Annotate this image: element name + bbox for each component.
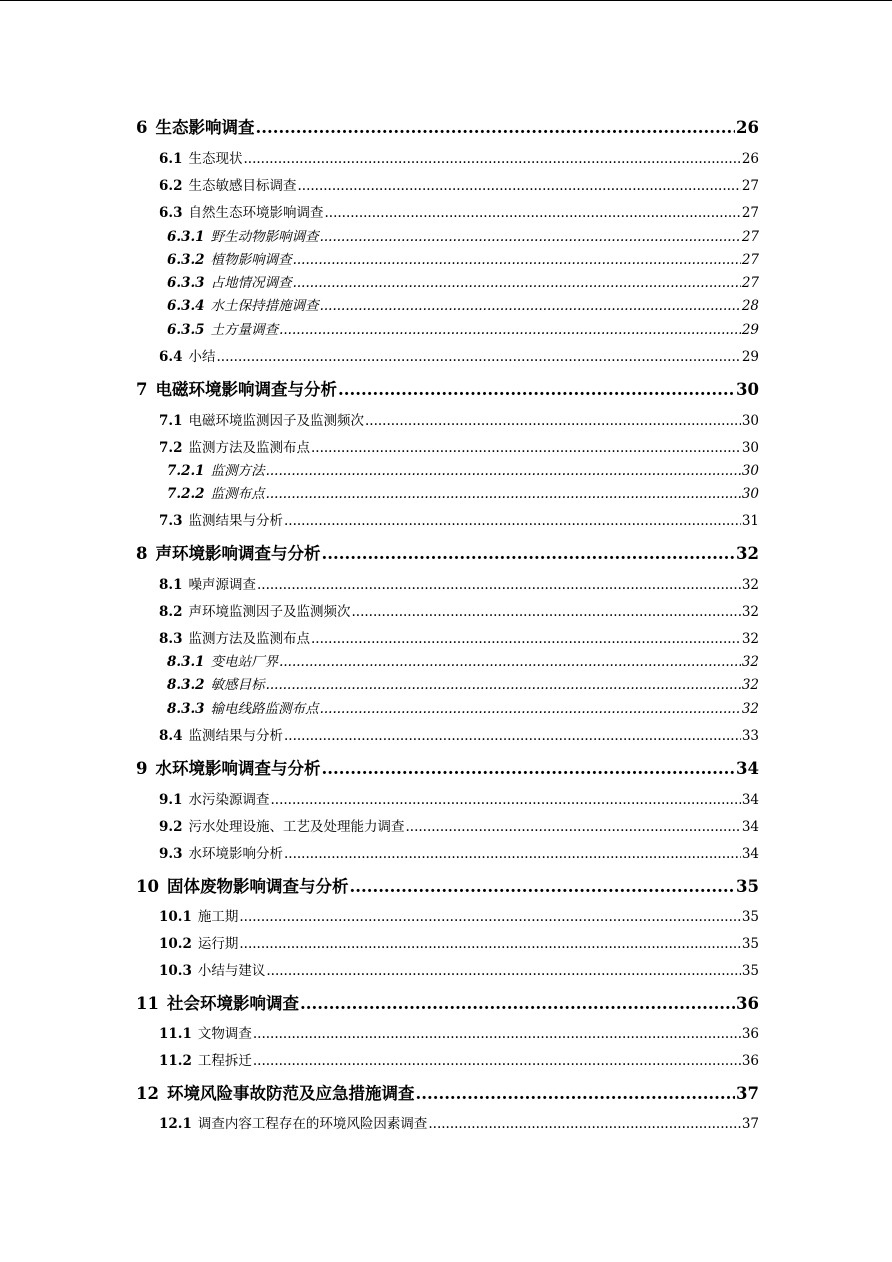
toc-entry-page-number: 35 — [741, 963, 759, 979]
toc-entry-level-1[interactable] — [136, 1080, 759, 1104]
toc-entry-title: 监测结果与分析 — [188, 728, 283, 744]
toc-entry-page-number: 34 — [736, 759, 759, 778]
toc-entry-title: 小结 — [188, 349, 216, 365]
toc-entry-level-1[interactable] — [136, 755, 759, 779]
toc-entry-page-number: 29 — [741, 322, 759, 338]
toc-entry-number: 6.3.3 — [167, 275, 205, 291]
toc-entry-page-number: 34 — [741, 819, 759, 835]
toc-entry-level-2[interactable] — [159, 600, 759, 620]
toc-entry-page-number: 27 — [741, 252, 759, 268]
toc-dot-leader — [253, 1026, 741, 1042]
toc-entry-page-number: 32 — [741, 701, 759, 717]
toc-entry-number: 6.4 — [159, 349, 183, 365]
toc-entry-title: 监测方法 — [210, 463, 265, 479]
toc-entry-level-3[interactable] — [167, 225, 759, 245]
toc-entry-number: 6.3.1 — [167, 229, 205, 245]
toc-entry-level-1[interactable] — [136, 540, 759, 564]
toc-dot-leader — [321, 544, 735, 563]
toc-entry-number: 9.3 — [159, 846, 183, 862]
toc-entry-level-2[interactable] — [159, 627, 759, 647]
toc-entry-title: 植物影响调查 — [210, 252, 292, 268]
toc-entry-page-number: 31 — [741, 513, 759, 529]
toc-dot-leader — [321, 759, 735, 778]
toc-dot-leader — [255, 118, 735, 137]
toc-entry-number: 6.3.4 — [167, 298, 205, 314]
toc-entry-page-number: 33 — [741, 728, 759, 744]
toc-entry-title: 社会环境影响调查 — [166, 994, 299, 1013]
toc-entry-number: 9 — [136, 759, 148, 778]
toc-entry-title: 水污染源调查 — [188, 792, 270, 808]
toc-entry-title: 监测方法及监测布点 — [188, 440, 310, 456]
toc-entry-page-number: 35 — [736, 877, 759, 896]
toc-entry-level-3[interactable] — [167, 318, 759, 338]
toc-dot-leader — [311, 631, 741, 647]
toc-dot-leader — [266, 463, 741, 479]
toc-entry-number: 10.2 — [159, 936, 192, 952]
toc-entry-level-3[interactable] — [167, 650, 759, 670]
toc-entry-number: 6.3 — [159, 205, 183, 221]
toc-entry-title: 声环境影响调查与分析 — [155, 544, 321, 563]
toc-entry-page-number: 26 — [736, 118, 759, 137]
toc-dot-leader — [320, 298, 741, 314]
toc-entry-title: 变电站厂界 — [210, 654, 279, 670]
toc-dot-leader — [239, 936, 740, 952]
toc-entry-page-number: 30 — [741, 413, 759, 429]
toc-entry-title: 调查内容工程存在的环境风险因素调查 — [197, 1116, 428, 1132]
toc-dot-leader — [365, 413, 741, 429]
toc-entry-page-number: 37 — [736, 1084, 759, 1103]
toc-entry-page-number: 32 — [741, 654, 759, 670]
toc-entry-page-number: 32 — [741, 577, 759, 593]
toc-dot-leader — [239, 909, 740, 925]
toc-dot-leader — [244, 151, 741, 167]
toc-dot-leader — [284, 728, 741, 744]
toc-dot-leader — [293, 275, 741, 291]
toc-entry-page-number: 27 — [741, 205, 759, 221]
toc-entry-number: 9.2 — [159, 819, 183, 835]
toc-dot-leader — [284, 846, 741, 862]
toc-entry-level-2[interactable] — [159, 409, 759, 429]
toc-dot-leader — [284, 513, 741, 529]
toc-entry-number: 8.2 — [159, 604, 183, 620]
toc-entry-number: 9.1 — [159, 792, 183, 808]
toc-entry-level-2[interactable] — [159, 436, 759, 456]
toc-entry-page-number: 34 — [741, 792, 759, 808]
toc-entry-page-number: 32 — [741, 631, 759, 647]
toc-entry-page-number: 36 — [741, 1026, 759, 1042]
toc-entry-title: 监测布点 — [210, 486, 265, 502]
toc-dot-leader — [349, 877, 735, 896]
toc-entry-level-2[interactable] — [159, 1049, 759, 1069]
toc-entry-page-number: 29 — [741, 349, 759, 365]
toc-entry-level-3[interactable] — [167, 697, 759, 717]
toc-entry-page-number: 36 — [736, 994, 759, 1013]
toc-entry-level-2[interactable] — [159, 815, 759, 835]
toc-entry-number: 6.2 — [159, 178, 183, 194]
toc-entry-title: 声环境监测因子及监测频次 — [188, 604, 351, 620]
toc-entry-title: 污水处理设施、工艺及处理能力调查 — [188, 819, 405, 835]
toc-entry-title: 生态影响调查 — [155, 118, 255, 137]
toc-entry-level-2[interactable] — [159, 345, 759, 365]
toc-entry-level-3[interactable] — [167, 673, 759, 693]
toc-dot-leader — [300, 994, 735, 1013]
toc-entry-title: 工程拆迁 — [197, 1053, 252, 1069]
toc-dot-leader — [311, 440, 741, 456]
toc-entry-page-number: 35 — [741, 936, 759, 952]
toc-entry-title: 自然生态环境影响调查 — [188, 205, 324, 221]
toc-entry-number: 6.3.5 — [167, 322, 205, 338]
toc-entry-number: 7.1 — [159, 413, 183, 429]
toc-dot-leader — [257, 577, 741, 593]
toc-entry-page-number: 30 — [741, 463, 759, 479]
toc-entry-level-2[interactable] — [159, 201, 759, 221]
toc-entry-title: 生态现状 — [188, 151, 243, 167]
toc-dot-leader — [320, 229, 741, 245]
toc-entry-page-number: 27 — [741, 178, 759, 194]
toc-entry-title: 生态敏感目标调查 — [188, 178, 297, 194]
toc-entry-number: 7 — [136, 380, 148, 399]
toc-entry-level-1[interactable] — [136, 114, 759, 138]
toc-entry-title: 文物调查 — [197, 1026, 252, 1042]
toc-dot-leader — [279, 654, 741, 670]
toc-entry-page-number: 36 — [741, 1053, 759, 1069]
toc-entry-level-2[interactable] — [159, 509, 759, 529]
toc-entry-level-2[interactable] — [159, 842, 759, 862]
toc-entry-title: 运行期 — [197, 936, 239, 952]
toc-entry-level-2[interactable] — [159, 573, 759, 593]
toc-entry-level-1[interactable] — [136, 376, 759, 400]
toc-entry-number: 8.3.1 — [167, 654, 205, 670]
toc-entry-number: 10 — [136, 877, 159, 896]
toc-entry-title: 水环境影响调查与分析 — [155, 759, 321, 778]
toc-dot-leader — [266, 677, 741, 693]
toc-dot-leader — [352, 604, 741, 620]
toc-entry-number: 11.2 — [159, 1053, 192, 1069]
toc-entry-level-2[interactable] — [159, 174, 759, 194]
toc-entry-title: 监测结果与分析 — [188, 513, 283, 529]
page-top-border — [0, 0, 892, 1]
toc-entry-title: 水环境影响分析 — [188, 846, 283, 862]
toc-entry-number: 8.1 — [159, 577, 183, 593]
toc-entry-title: 野生动物影响调查 — [210, 229, 319, 245]
toc-entry-page-number: 32 — [741, 677, 759, 693]
toc-dot-leader — [293, 252, 741, 268]
toc-entry-page-number: 37 — [741, 1116, 759, 1132]
toc-entry-level-3[interactable] — [167, 294, 759, 314]
toc-entry-level-2[interactable] — [159, 905, 759, 925]
toc-entry-level-2[interactable] — [159, 724, 759, 744]
toc-entry-page-number: 27 — [741, 229, 759, 245]
toc-dot-leader — [325, 205, 741, 221]
toc-dot-leader — [266, 486, 741, 502]
toc-dot-leader — [253, 1053, 741, 1069]
toc-entry-level-3[interactable] — [167, 248, 759, 268]
toc-entry-number: 6.1 — [159, 151, 183, 167]
toc-entry-page-number: 35 — [741, 909, 759, 925]
toc-entry-level-2[interactable] — [159, 788, 759, 808]
toc-dot-leader — [298, 178, 741, 194]
toc-entry-number: 12 — [136, 1084, 159, 1103]
toc-entry-number: 10.1 — [159, 909, 192, 925]
toc-entry-level-2[interactable] — [159, 959, 759, 979]
toc-dot-leader — [217, 349, 741, 365]
toc-entry-title: 占地情况调查 — [210, 275, 292, 291]
toc-entry-title: 电磁环境监测因子及监测频次 — [188, 413, 364, 429]
toc-entry-title: 敏感目标 — [210, 677, 265, 693]
toc-entry-level-3[interactable] — [167, 459, 759, 479]
toc-dot-leader — [338, 380, 735, 399]
toc-entry-number: 10.3 — [159, 963, 192, 979]
toc-entry-page-number: 30 — [736, 380, 759, 399]
toc-entry-level-3[interactable] — [167, 271, 759, 291]
toc-entry-page-number: 32 — [736, 544, 759, 563]
toc-entry-number: 7.2.2 — [167, 486, 205, 502]
toc-entry-page-number: 34 — [741, 846, 759, 862]
toc-entry-title: 监测方法及监测布点 — [188, 631, 310, 647]
toc-entry-title: 土方量调查 — [210, 322, 279, 338]
toc-entry-number: 7.3 — [159, 513, 183, 529]
toc-entry-title: 噪声源调查 — [188, 577, 256, 593]
toc-entry-number: 12.1 — [159, 1116, 192, 1132]
toc-entry-level-2[interactable] — [159, 932, 759, 952]
toc-entry-number: 8.3.2 — [167, 677, 205, 693]
toc-entry-page-number: 26 — [741, 151, 759, 167]
toc-entry-page-number: 32 — [741, 604, 759, 620]
toc-entry-number: 6.3.2 — [167, 252, 205, 268]
toc-entry-title: 电磁环境影响调查与分析 — [155, 380, 337, 399]
toc-entry-title: 施工期 — [197, 909, 239, 925]
toc-entry-level-2[interactable] — [159, 147, 759, 167]
toc-entry-level-2[interactable] — [159, 1022, 759, 1042]
toc-dot-leader — [415, 1084, 735, 1103]
toc-entry-number: 8.3 — [159, 631, 183, 647]
toc-entry-title: 输电线路监测布点 — [210, 701, 319, 717]
toc-entry-title: 水土保持措施调查 — [210, 298, 319, 314]
toc-entry-level-1[interactable] — [136, 873, 759, 897]
toc-entry-level-3[interactable] — [167, 482, 759, 502]
toc-entry-page-number: 30 — [741, 486, 759, 502]
toc-dot-leader — [266, 963, 740, 979]
toc-entry-title: 环境风险事故防范及应急措施调查 — [166, 1084, 415, 1103]
toc-entry-number: 6 — [136, 118, 148, 137]
toc-entry-number: 7.2.1 — [167, 463, 205, 479]
toc-entry-number: 8 — [136, 544, 148, 563]
toc-entry-level-2[interactable] — [159, 1112, 759, 1132]
toc-entry-number: 7.2 — [159, 440, 183, 456]
toc-entry-number: 8.4 — [159, 728, 183, 744]
toc-entry-title: 小结与建议 — [197, 963, 266, 979]
toc-entry-page-number: 27 — [741, 275, 759, 291]
toc-entry-page-number: 28 — [741, 298, 759, 314]
toc-dot-leader — [320, 701, 741, 717]
toc-entry-page-number: 30 — [741, 440, 759, 456]
toc-entry-number: 8.3.3 — [167, 701, 205, 717]
toc-dot-leader — [406, 819, 741, 835]
toc-entry-number: 11 — [136, 994, 159, 1013]
toc-dot-leader — [428, 1116, 740, 1132]
toc-dot-leader — [271, 792, 741, 808]
toc-entry-level-1[interactable] — [136, 990, 759, 1014]
toc-entry-title: 固体废物影响调查与分析 — [166, 877, 349, 896]
toc-entry-number: 11.1 — [159, 1026, 192, 1042]
toc-dot-leader — [279, 322, 741, 338]
